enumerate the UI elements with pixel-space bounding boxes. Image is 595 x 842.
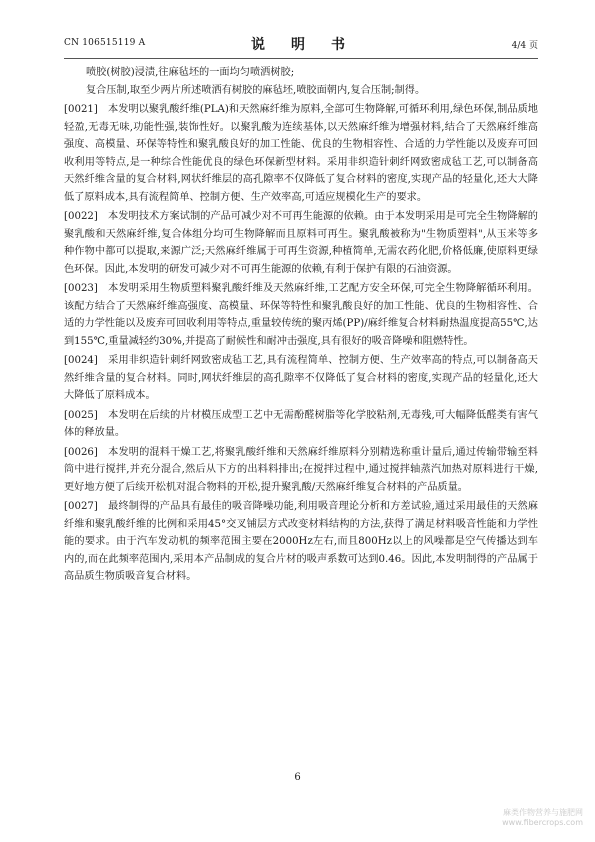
paragraph-number: [0027] (64, 501, 98, 512)
paragraph-text: 最终制得的产品具有最佳的吸音降噪功能,利用吸音理论分析和方差试验,通过采用最佳的天然麻纤维和聚乳酸纤维的比例和采用45°交叉铺层方式改变材料结构的方法,获得了满足材料吸音性能和力学性能的要求。由于汽车发动机的频率范围主要在2000Hz左右,而且800Hz以上的风噪都是空气传播达到车内的,而在此频率范围内,采用本产品制成的复合片材的吸声系数可达到0.46。因此,本发明制得的产品属于高品质生物质吸音复合材料。 (64, 501, 538, 582)
paragraph-step-press (64, 82, 538, 100)
page-header (64, 34, 538, 54)
paragraph-0026 (64, 444, 538, 497)
paragraph-0022 (64, 208, 538, 278)
document-body (64, 64, 538, 586)
paragraph-text: 采用非织造针刺纤网致密成毡工艺,具有流程简单、控制方便、生产效率高的特点,可以制备高天然纤维含量的复合材料。同时,网状纤维层的高孔隙率不仅降低了复合材料的密度,实现产品的轻量化,还大大降低了原料成本。 (64, 355, 538, 401)
paragraph-number: [0024] (64, 355, 98, 366)
paragraph-number: [0025] (64, 409, 98, 421)
document-title: 说 明 书 (251, 37, 351, 53)
paragraph-0021 (64, 101, 538, 206)
paragraph-number: [0022] (64, 211, 98, 222)
patent-number: CN 106515119 A (64, 38, 146, 48)
paragraph-text: 本发明以聚乳酸纤维(PLA)和天然麻纤维为原料,全部可生物降解,可循环利用,绿色环保,制品质地轻盈,无毒无味,功能性强,装饰性好。以聚乳酸为连续基体,以天然麻纤维为增强材料,结合了天然麻纤维高强度、高模量、环保等特性和聚乳酸良好的加工性能、优良的生物相容性、合适的力学性能以及废弃可回收利用等特点,是一种综合性能优良的绿色环保新型材料。采用非织造针刺纤网致密成毡工艺,可以制备高天然纤维含量的复合材料,网状纤维层的高孔隙率不仅降低了复合材料的密度,实现产品的轻量化,还大大降低了原料成本,具有流程简单、控制方便、生产效率高,可适应规模化生产的要求。 (64, 104, 538, 203)
paragraph-text: 本发明采用生物质塑料聚乳酸纤维及天然麻纤维,工艺配方安全环保,可完全生物降解循环利用。该配方结合了天然麻纤维高强度、高模量、环保等特性和聚乳酸良好的加工性能、优良的生物相容性、合适的力学性能以及废弃可回收利用等特点,重量较传统的聚丙烯(PP)/麻纤维复合材料耐热温度提高55℃,达到155℃,重量减轻约30%,并提高了耐候性和耐冲击强度,具有很好的吸音降噪和阻燃特性。 (64, 283, 538, 347)
header-divider (64, 58, 538, 59)
paragraph-step-spray (64, 64, 538, 82)
paragraph-number: [0026] (64, 446, 98, 458)
watermark-name: 麻类作物营养与施肥网 (503, 808, 583, 817)
paragraph-number: [0023] (64, 283, 98, 294)
paragraph-text: 本发明在后续的片材模压成型工艺中无需酚醛树脂等化学胶粘剂,无毒残,可大幅降低醛类有害气体的释放量。 (64, 409, 538, 438)
paragraph-number: [0021] (64, 104, 98, 115)
paragraph-0023 (64, 280, 538, 350)
paragraph-0024 (64, 352, 538, 405)
paragraph-text: 本发明技术方案试制的产品可减少对不可再生能源的依赖。由于本发明采用是可完全生物降解的聚乳酸和天然麻纤维,复合体组分均可生物降解而且原料可再生。聚乳酸被称为"生物质塑料",从玉米等多种作物中都可以提取,来源广泛;天然麻纤维属于可再生资源,种植简单,无需农药化肥,价格低廉,使原料更绿色环保。因此,本发明的研发可减少对不可再生能源的依赖,有利于保护有限的石油资源。 (64, 211, 538, 275)
watermark (502, 808, 583, 828)
paragraph-0025 (64, 407, 538, 442)
page-indicator: 4/4 页 (511, 41, 538, 51)
paragraph-text: 复合压制,取至少两片所述喷洒有树胶的麻毡坯,喷胶面朝内,复合压制;制得。 (86, 84, 426, 96)
watermark-url: www.fibercrops.com (502, 818, 583, 827)
paragraph-text: 喷胶(树胶)浸渍,往麻毡坯的一面均匀喷洒树胶; (86, 67, 295, 78)
page-number: 6 (294, 772, 301, 783)
paragraph-text: 本发明的混料干燥工艺,将聚乳酸纤维和天然麻纤维原料分别精选称重计量后,通过传输带输至料筒中进行搅拌,并充分混合,然后从下方的出料料排出;在搅拌过程中,通过搅拌轴蒸汽加热对原料进行干燥,更好地方便了后续开松机对混合物料的开松,提升聚乳酸/天然麻纤维复合材料的产品质量。 (64, 446, 538, 493)
paragraph-0027 (64, 498, 538, 586)
